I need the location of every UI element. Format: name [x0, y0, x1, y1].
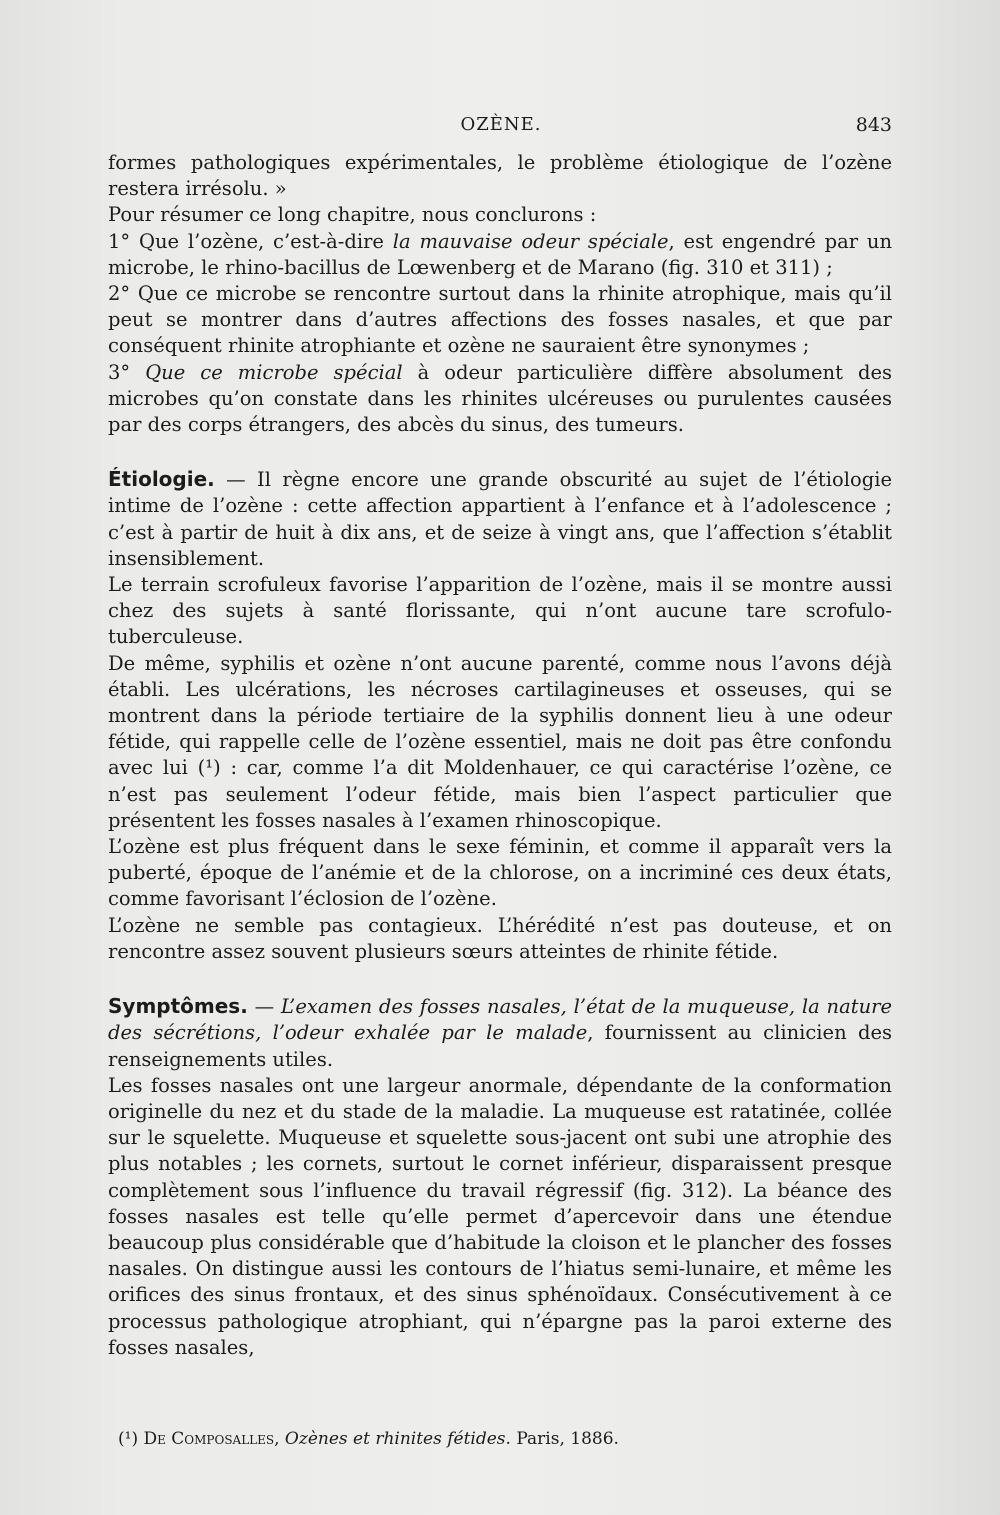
paragraph-summary-intro: Pour résumer ce long chapitre, nous conclurons :: [108, 203, 597, 227]
paragraph-conclusion-1: 1° Que l’ozène, c’est-à-dire la mauvaise odeur spéciale, est engendré par un microbe, le rhino-bacillus de Lœwenberg et de Marano (fig. 310 et 311) ;: [108, 229, 893, 279]
section-heading-etiologie: Étiologie.: [108, 467, 215, 492]
footnote: [118, 1428, 898, 1450]
paragraph-sexe: L’ozène est plus fréquent dans le sexe féminin, et comme il apparaît vers la puberté, époque de l’anémie et de la chlorose, on a incriminé ces deux états, comme favorisant l’éclosion de l’ozène.: [108, 835, 892, 911]
paragraph-etiologie: Étiologie. — Il règne encore une grande obscurité au sujet de l’étiologie intime de l’ozène : cette affection appartient à l’enfance et à l’adolescence ; c’est à partir de huit à dix ans, et de seize à vingt ans, que l’affection s’établit insensiblement.: [108, 467, 892, 570]
paragraph-symptomes: Symptômes. — L’examen des fosses nasales, l’état de la muqueuse, la nature des sécrétions, l’odeur exhalée par le malade, fournissent au clinicien des renseignements utiles.: [108, 994, 892, 1071]
section-gap: [108, 965, 892, 993]
paragraph-terrain: Le terrain scrofuleux favorise l’apparition de l’ozène, mais il se montre aussi chez des sujets à santé florissante, qui n’ont aucune tare scrofulo-tuberculeuse.: [108, 573, 892, 649]
running-title: OZÈNE.: [460, 114, 542, 135]
footnote-title: Ozènes et rhinites fétides.: [279, 1429, 511, 1449]
paragraph-syphilis: De même, syphilis et ozène n’ont aucune parenté, comme nous l’avons déjà établi. Les ulcérations, les nécroses cartilagineuses et osseuses, qui se montrent dans la période tertiaire de la syphilis donnent lieu à une odeur fétide, qui rappelle celle de l’ozène essentiel, mais ne doit pas être confondu avec lui (¹) : car, comme l’a dit Moldenhauer, ce qui caractérise l’ozène, ce n’est pas seulement l’odeur fétide, mais bien l’aspect particulier que présentent les fosses nasales à l’examen rhinoscopique.: [108, 651, 892, 832]
section-heading-symptomes: Symptômes.: [108, 994, 248, 1019]
footnote-place: Paris, 1886.: [510, 1429, 619, 1449]
body-text: [108, 150, 892, 1361]
paragraph-continuation: formes pathologiques expérimentales, le problème étiologique de l’ozène restera irrésolu. »: [108, 151, 892, 201]
footnote-author: De Composalles,: [143, 1429, 280, 1449]
paragraph-contagion: L’ozène ne semble pas contagieux. L’hérédité n’est pas douteuse, et on rencontre assez souvent plusieurs sœurs atteintes de rhinite fétide.: [108, 913, 892, 963]
page-header: [110, 114, 892, 144]
paragraph-fosses-nasales: Les fosses nasales ont une largeur anormale, dépendante de la conformation originelle du nez et du stade de la maladie. La muqueuse est ratatinée, collée sur le squelette. Muqueuse et squelette sous-jacent ont subi une atrophie des plus notables ; les cornets, surtout le cornet inférieur, disparaissent presque complètement sous l’influence du travail régressif (fig. 312). La béance des fosses nasales est telle qu’elle permet d’apercevoir dans une étendue beaucoup plus considérable que d’habitude la cloison et le plancher des fosses nasales. On distingue aussi les contours de l’hiatus semi-lunaire, et même les orifices des sinus frontaux, et des sinus sphénoïdaux. Consécutivement à ce processus pathologique atrophiant, qui n’épargne pas la paroi externe des fosses nasales,: [108, 1073, 892, 1359]
page-number: 843: [855, 114, 892, 136]
section-gap: [108, 438, 892, 466]
paragraph-conclusion-2: 2° Que ce microbe se rencontre surtout dans la rhinite atrophique, mais qu’il peut se montrer dans d’autres affections des fosses nasales, et que par conséquent rhinite atrophiante et ozène ne sauraient être synonymes ;: [108, 282, 892, 358]
footnote-mark: (¹): [118, 1429, 144, 1449]
paragraph-conclusion-3: 3° Que ce microbe spécial à odeur particulière diffère absolument des microbes qu’on constate dans les rhinites ulcéreuses ou purulentes causées par des corps étrangers, des abcès du sinus, des tumeurs.: [108, 360, 892, 437]
